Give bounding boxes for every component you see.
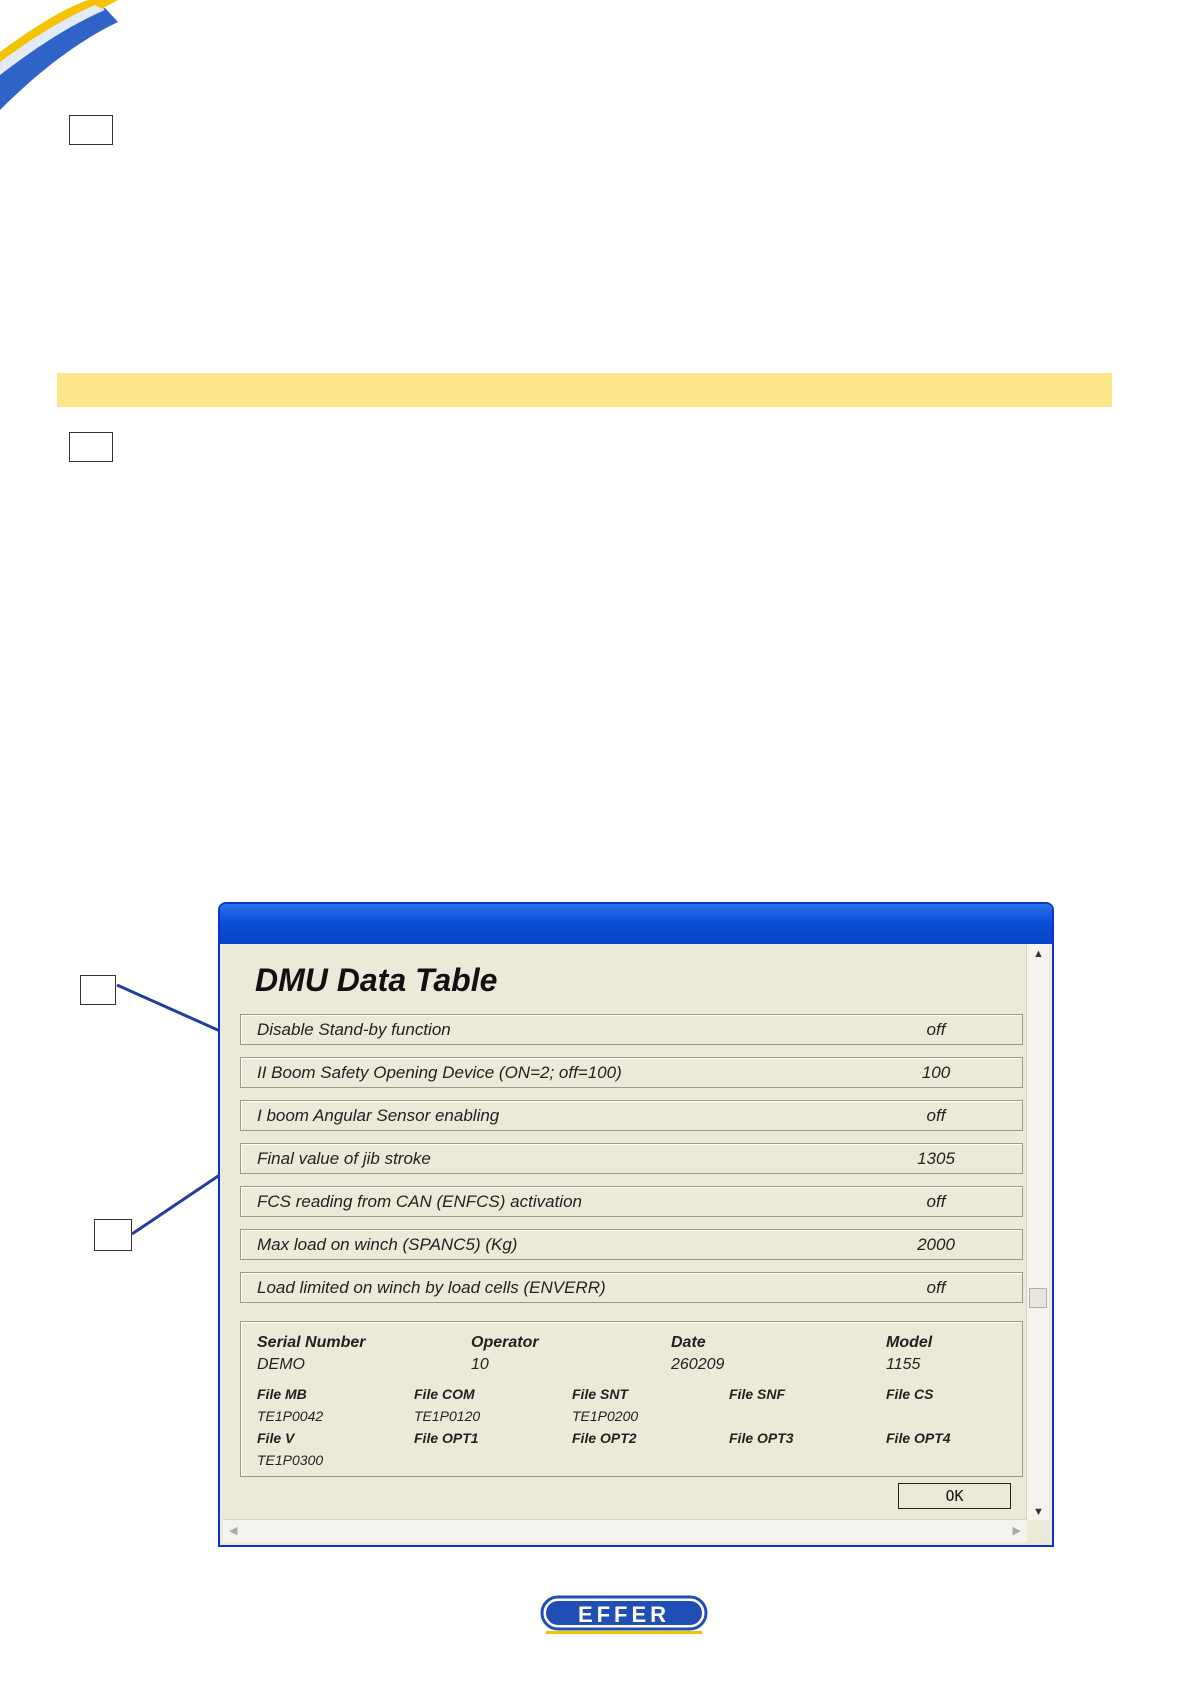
row-value: off xyxy=(926,1106,946,1125)
serial-number-label: Serial Number xyxy=(257,1334,366,1351)
callout-box-4 xyxy=(94,1219,132,1251)
data-row xyxy=(240,1272,1023,1303)
scrollbar-corner xyxy=(1027,1520,1049,1542)
operator-value: 10 xyxy=(471,1356,489,1373)
callout-box-3 xyxy=(80,975,116,1005)
file-com-label: File COM xyxy=(414,1386,475,1402)
row-label: Final value of jib stroke xyxy=(257,1149,431,1168)
file-v-label: File V xyxy=(257,1430,295,1446)
file-opt4-label: File OPT4 xyxy=(886,1430,951,1446)
row-value: 2000 xyxy=(917,1235,955,1254)
dialog-client-area xyxy=(223,944,1049,1542)
file-com-value: TE1P0120 xyxy=(414,1408,481,1424)
data-row xyxy=(240,1229,1023,1260)
file-mb-label: File MB xyxy=(257,1386,307,1402)
effer-logo xyxy=(540,1595,710,1637)
file-opt3-label: File OPT3 xyxy=(729,1430,794,1446)
row-label: I boom Angular Sensor enabling xyxy=(257,1106,500,1125)
row-label: Load limited on winch by load cells (ENVERR) xyxy=(257,1278,606,1297)
machine-info-panel xyxy=(240,1321,1023,1477)
scrollbar-thumb[interactable] xyxy=(1029,1288,1047,1308)
row-label: FCS reading from CAN (ENFCS) activation xyxy=(257,1192,582,1211)
horizontal-scrollbar[interactable] xyxy=(223,1519,1027,1542)
file-mb-value: TE1P0042 xyxy=(257,1408,324,1424)
dialog-title: DMU Data Table xyxy=(255,962,498,998)
data-row xyxy=(240,1143,1023,1174)
date-label: Date xyxy=(671,1334,706,1351)
ok-button[interactable]: OK xyxy=(898,1483,1011,1509)
model-value: 1155 xyxy=(886,1356,921,1373)
scroll-down-arrow-icon[interactable]: ▼ xyxy=(1033,1506,1044,1518)
file-v-value: TE1P0300 xyxy=(257,1452,324,1468)
row-label: II Boom Safety Opening Device (ON=2; off=100) xyxy=(257,1063,622,1082)
section-highlight-band xyxy=(57,373,1112,407)
date-value: 260209 xyxy=(671,1356,725,1373)
window-title-bar[interactable] xyxy=(220,904,1052,944)
file-opt2-label: File OPT2 xyxy=(572,1430,637,1446)
file-snt-label: File SNT xyxy=(572,1386,629,1402)
data-row xyxy=(240,1100,1023,1131)
callout-box-2 xyxy=(69,432,113,462)
row-value: off xyxy=(926,1278,946,1297)
row-value: 1305 xyxy=(917,1149,955,1168)
data-row xyxy=(240,1186,1023,1217)
svg-text:EFFER: EFFER xyxy=(577,1602,671,1627)
row-label: Disable Stand-by function xyxy=(257,1020,451,1039)
file-snf-label: File SNF xyxy=(729,1386,786,1402)
corner-swoosh-graphic xyxy=(0,0,120,115)
file-cs-label: File CS xyxy=(886,1386,934,1402)
data-row xyxy=(240,1014,1023,1045)
row-label: Max load on winch (SPANC5) (Kg) xyxy=(257,1235,518,1254)
dmu-data-table-window xyxy=(218,902,1054,1547)
scroll-right-arrow-icon[interactable]: ▶ xyxy=(1012,1525,1021,1537)
row-value: 100 xyxy=(921,1063,951,1082)
vertical-scrollbar[interactable] xyxy=(1026,944,1049,1520)
row-value: off xyxy=(926,1020,946,1039)
operator-label: Operator xyxy=(471,1334,539,1351)
file-opt1-label: File OPT1 xyxy=(414,1430,479,1446)
scroll-up-arrow-icon[interactable]: ▲ xyxy=(1033,948,1044,960)
file-snt-value: TE1P0200 xyxy=(572,1408,639,1424)
model-label: Model xyxy=(886,1334,933,1351)
row-value: off xyxy=(926,1192,946,1211)
data-row xyxy=(240,1057,1023,1088)
scroll-left-arrow-icon[interactable]: ◀ xyxy=(229,1525,238,1537)
callout-box-1 xyxy=(69,115,113,145)
serial-number-value: DEMO xyxy=(257,1356,305,1373)
